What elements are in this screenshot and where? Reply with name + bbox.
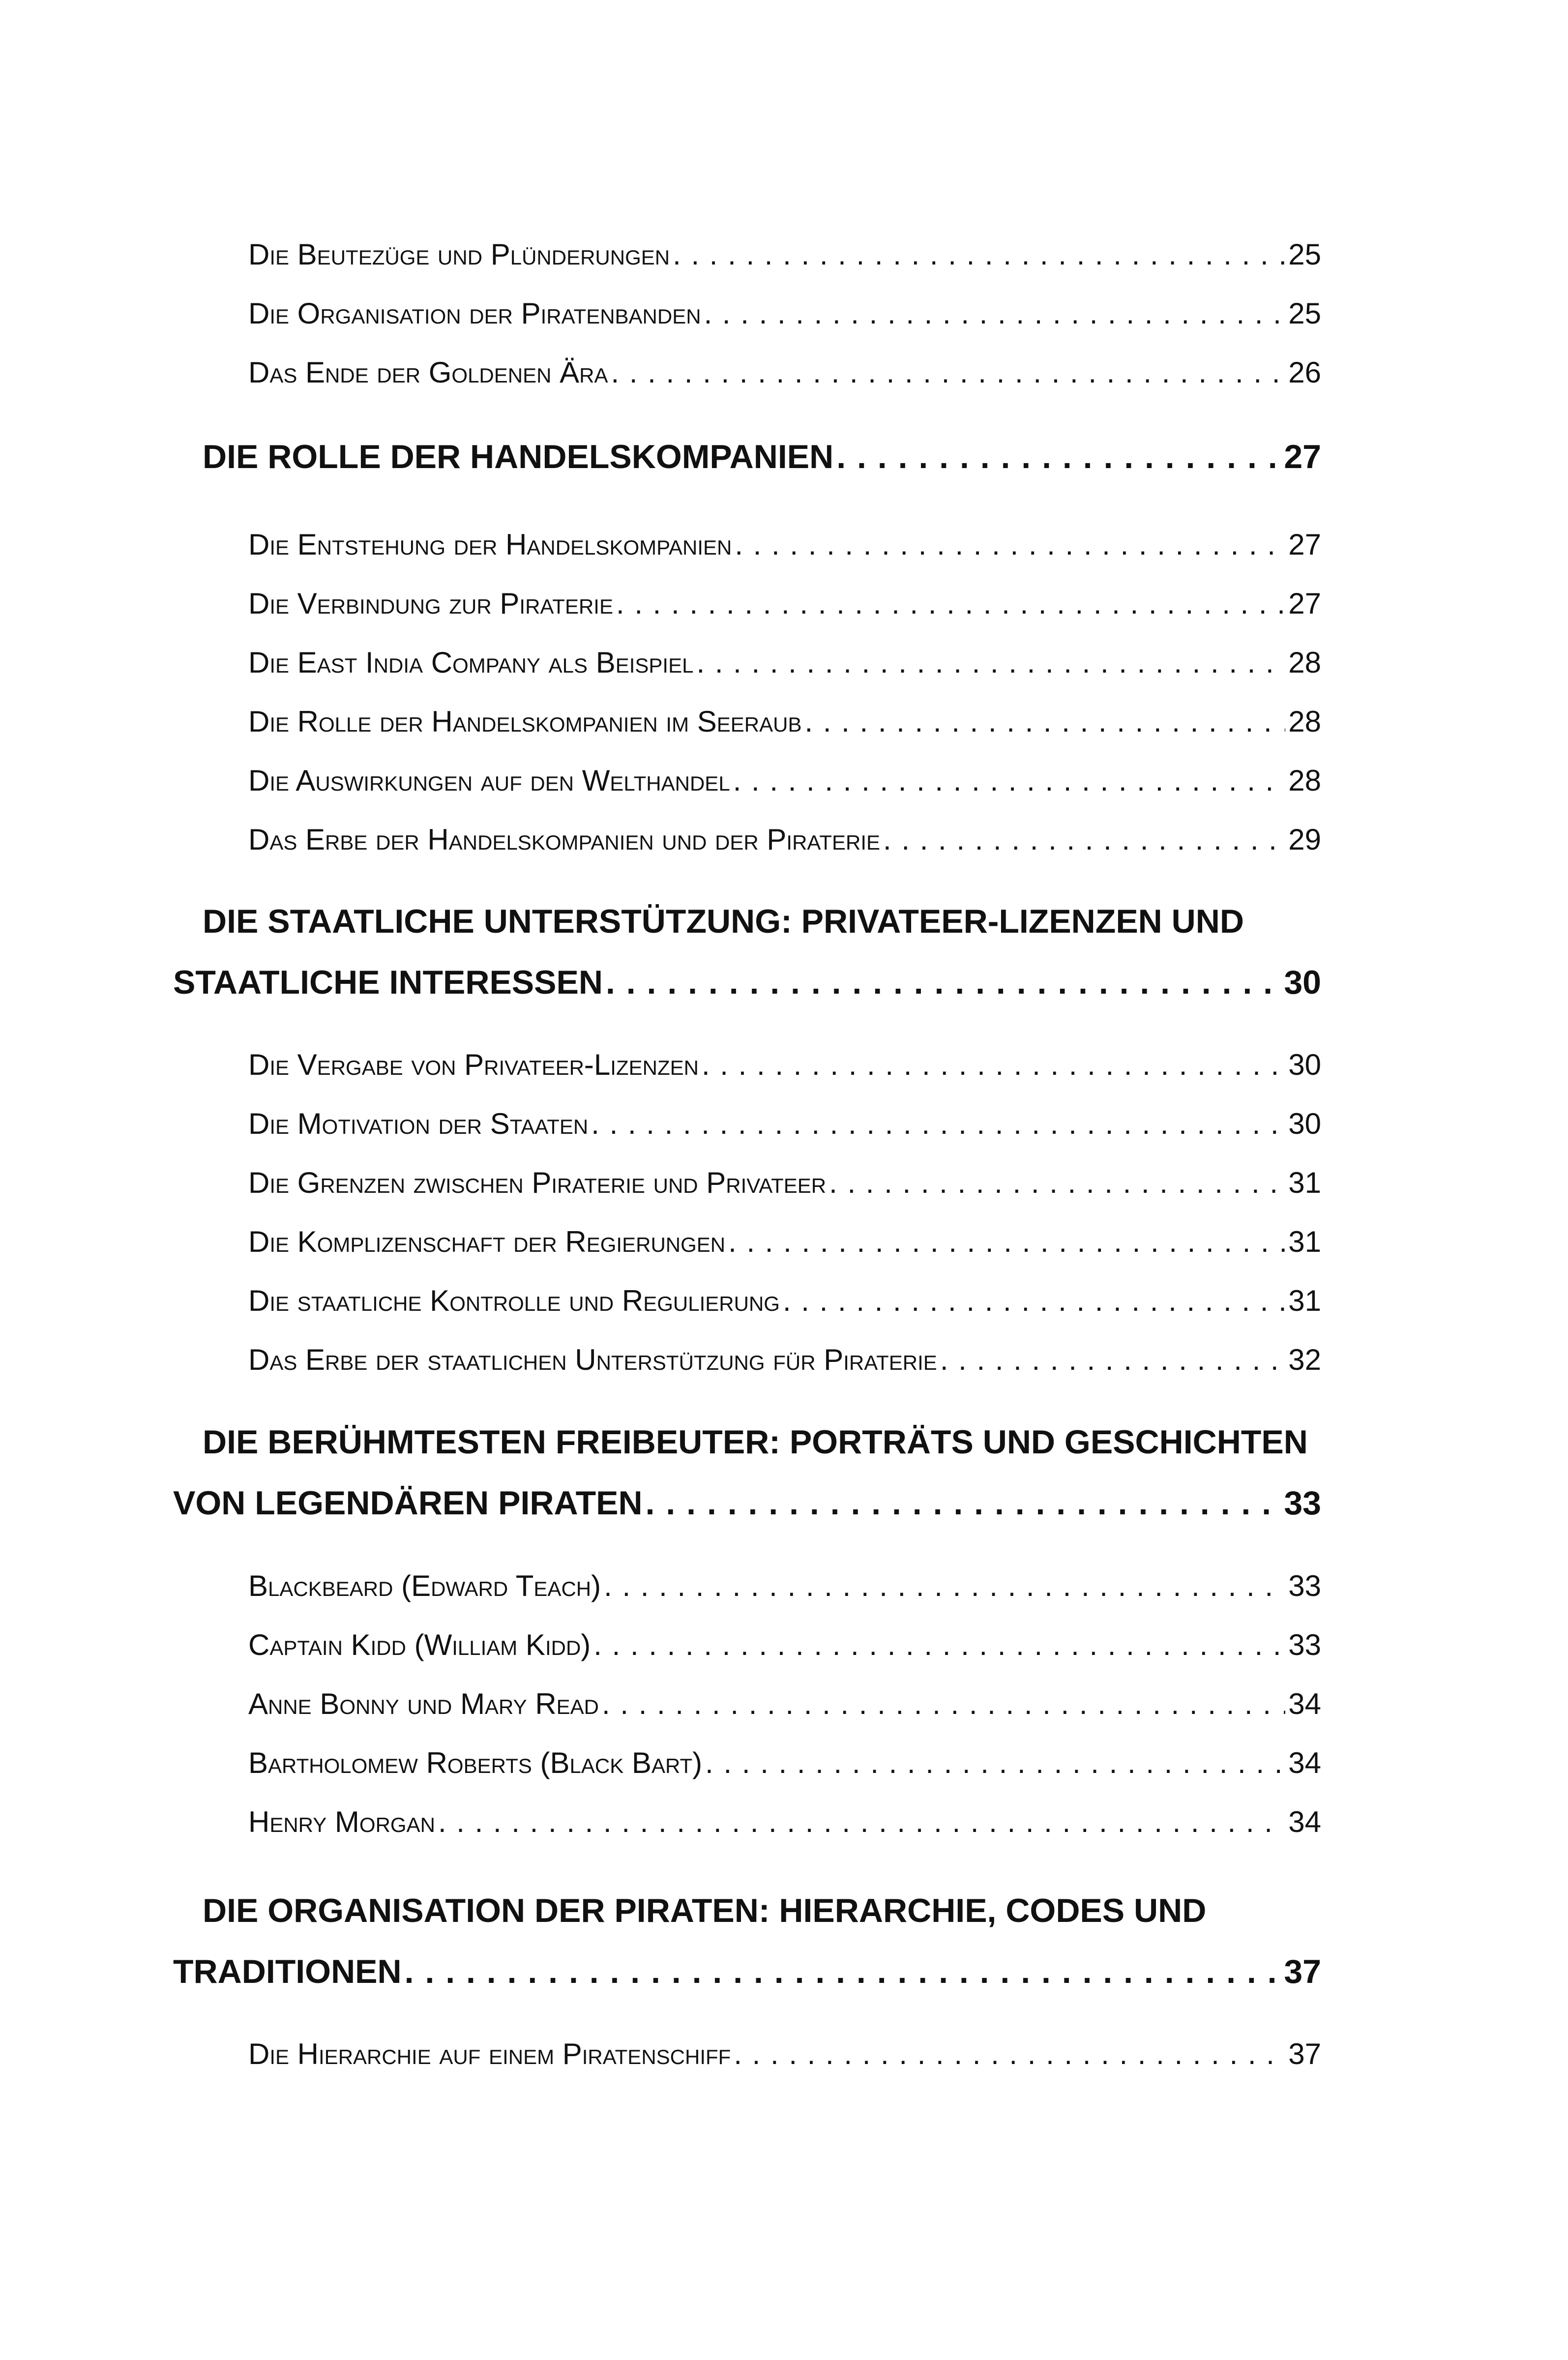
leader-dots [829,1163,1285,1203]
toc-section-label-line2: VON LEGENDÄREN PIRATEN [173,1484,643,1522]
toc-section-label-line1: DIE ORGANISATION DER PIRATEN: HIERARCHIE, CODES UND [203,1892,1207,1929]
toc-section-label-line2: TRADITIONEN [173,1953,402,1990]
leader-dots [606,961,1281,1003]
toc-entry[interactable] [248,1104,1321,1144]
toc-entry[interactable] [248,1281,1321,1321]
toc-page-number: 33 [1284,1484,1321,1522]
toc-page-number: 25 [1288,238,1321,271]
toc-page-number: 30 [1288,1107,1321,1140]
toc-entry[interactable] [248,1163,1321,1203]
toc-entry[interactable] [248,1045,1321,1085]
toc-entry[interactable] [248,294,1321,333]
toc-entry-label: Die Beutezüge und Plünderungen [248,238,670,271]
leader-dots [696,643,1285,682]
toc-page-number: 30 [1288,1048,1321,1081]
toc-section-heading[interactable] [173,900,1321,1003]
leader-dots [940,1340,1285,1380]
toc-entry[interactable] [248,235,1321,274]
toc-page-number: 37 [1284,1953,1321,1990]
toc-entry[interactable] [248,643,1321,682]
toc-page-number: 37 [1288,2037,1321,2070]
toc-page-number: 27 [1284,438,1321,475]
toc-section-heading[interactable] [173,1421,1321,1524]
toc-entry-label: Captain Kidd (William Kidd) [248,1628,591,1661]
leader-dots [836,436,1281,478]
toc-page-number: 32 [1288,1343,1321,1376]
toc-page-number: 28 [1288,764,1321,797]
toc-section-label-line1: DIE STAATLICHE UNTERSTÜTZUNG: PRIVATEER-LIZENZEN UND [203,903,1244,940]
toc-entry-label: Blackbeard (Edward Teach) [248,1569,601,1602]
toc-page-number: 30 [1284,964,1321,1001]
toc-entry-label: Henry Morgan [248,1805,435,1838]
leader-dots [591,1104,1285,1144]
toc-entry-label: Die Komplizenschaft der Regierungen [248,1225,726,1258]
toc-entry[interactable] [248,1340,1321,1380]
toc-section-heading[interactable] [173,436,1321,478]
toc-entry-label: Die Motivation der Staaten [248,1107,589,1140]
leader-dots [616,584,1285,623]
toc-entry[interactable] [248,2035,1321,2074]
leader-dots [728,1222,1285,1262]
toc-entry[interactable] [248,353,1321,392]
toc-entry[interactable] [248,820,1321,859]
leader-dots [438,1802,1285,1842]
toc-entry[interactable] [248,525,1321,564]
toc-page-number: 31 [1288,1284,1321,1317]
toc-entry[interactable] [248,1566,1321,1606]
toc-section-heading[interactable] [173,1889,1321,1993]
toc-page-number: 27 [1288,587,1321,620]
toc-entry-label: Das Erbe der staatlichen Unterstützung für Piraterie [248,1343,937,1376]
toc-page-number: 25 [1288,297,1321,330]
toc-entry[interactable] [248,1684,1321,1724]
toc-entry-label: Die Auswirkungen auf den Welthandel [248,764,730,797]
leader-dots [735,525,1285,564]
toc-entry[interactable] [248,1802,1321,1842]
leader-dots [733,761,1286,800]
toc-entry[interactable] [248,702,1321,741]
leader-dots [646,1482,1281,1524]
leader-dots [883,820,1285,859]
toc-section-label-line2: STAATLICHE INTERESSEN [173,964,603,1001]
toc-entry[interactable] [248,1743,1321,1783]
toc-entry-label: Das Erbe der Handelskompanien und der Piraterie [248,823,881,856]
toc-entry-label: Bartholomew Roberts (Black Bart) [248,1746,703,1779]
toc-entry-label: Die Rolle der Handelskompanien im Seeraub [248,705,802,738]
leader-dots [702,1045,1285,1085]
toc-entry-label: Das Ende der Goldenen Ära [248,356,608,389]
leader-dots [405,1950,1281,1993]
toc-entry[interactable] [248,1625,1321,1665]
leader-dots [734,2035,1285,2074]
toc-entry-label: Die Vergabe von Privateer-Lizenzen [248,1048,699,1081]
toc-section-label-line1: DIE BERÜHMTESTEN FREIBEUTER: PORTRÄTS UND GESCHICHTEN [203,1423,1308,1461]
toc-page-number: 31 [1288,1225,1321,1258]
toc-entry-label: Die Entstehung der Handelskompanien [248,528,732,561]
toc-page-number: 27 [1288,528,1321,561]
toc-entry-label: Die Hierarchie auf einem Piratenschiff [248,2037,731,2070]
leader-dots [673,235,1285,274]
toc-entry-label: Die staatliche Kontrolle und Regulierung [248,1284,780,1317]
toc-page-number: 33 [1288,1569,1321,1602]
leader-dots [602,1684,1285,1724]
toc-entry-label: Anne Bonny und Mary Read [248,1687,599,1720]
toc-entry[interactable] [248,1222,1321,1262]
toc-page-number: 31 [1288,1166,1321,1199]
toc-page-number: 28 [1288,646,1321,679]
toc-page-number: 34 [1288,1805,1321,1838]
leader-dots [604,1566,1285,1606]
toc-entry-label: Die Grenzen zwischen Piraterie und Privateer [248,1166,827,1199]
toc-entry[interactable] [248,584,1321,623]
toc-page-number: 28 [1288,705,1321,738]
toc-entry-label: Die Verbindung zur Piraterie [248,587,613,620]
toc-entry[interactable] [248,761,1321,800]
toc-entry-label: Die East India Company als Beispiel [248,646,694,679]
toc-page-number: 29 [1288,823,1321,856]
leader-dots [593,1625,1285,1665]
leader-dots [611,353,1286,392]
toc-entry-label: Die Organisation der Piratenbanden [248,297,701,330]
leader-dots [704,294,1286,333]
toc-page-number: 34 [1288,1746,1321,1779]
leader-dots [783,1281,1285,1321]
toc-section-label: DIE ROLLE DER HANDELSKOMPANIEN [203,438,834,475]
leader-dots [804,702,1285,741]
toc-page-number: 26 [1288,356,1321,389]
toc-page-number: 33 [1288,1628,1321,1661]
leader-dots [705,1743,1285,1783]
toc-page-number: 34 [1288,1687,1321,1720]
